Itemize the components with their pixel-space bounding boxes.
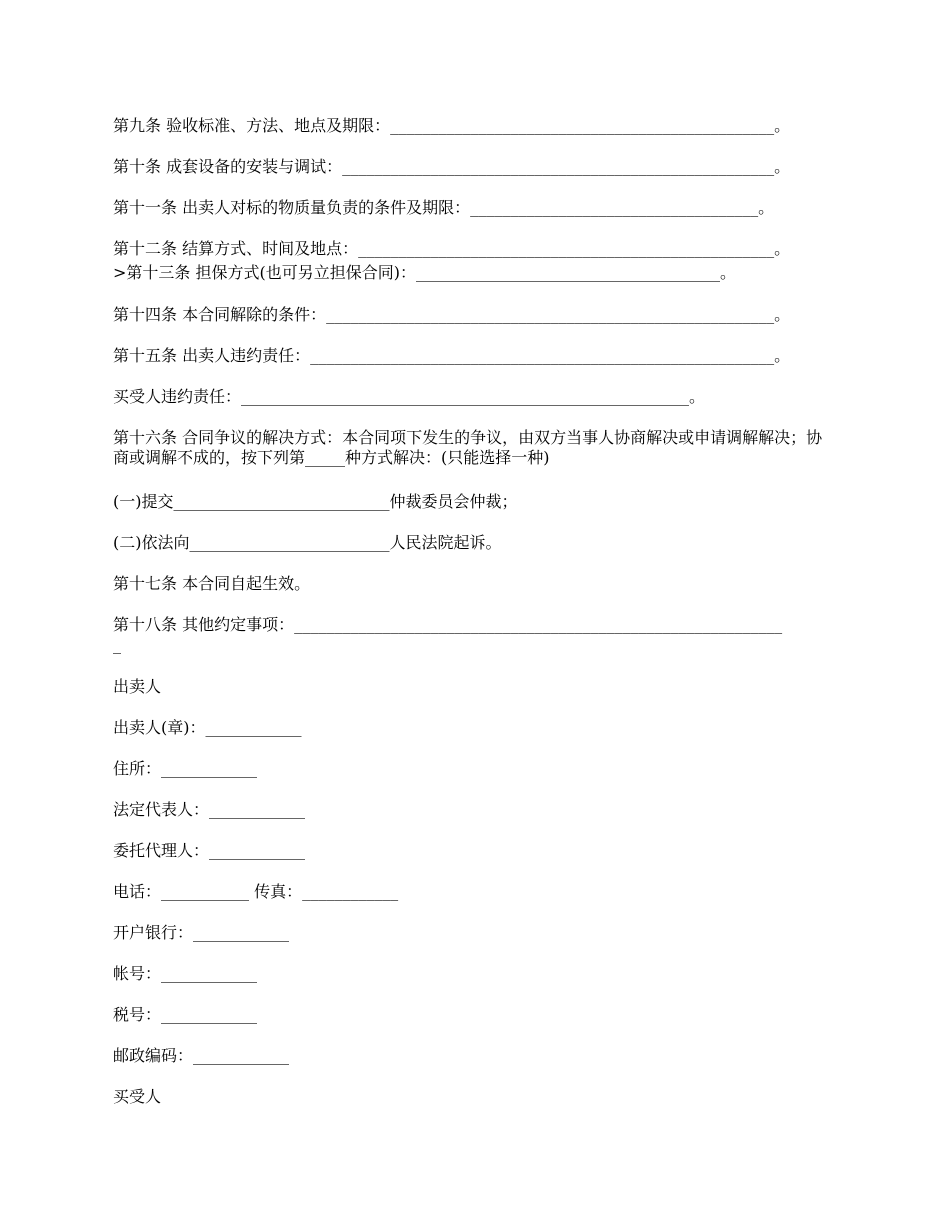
article-9: 第九条 验收标准、方法、地点及期限：________________________________________________。 xyxy=(113,116,791,135)
article-11: 第十一条 出卖人对标的物质量负责的条件及期限：____________________________________。 xyxy=(113,198,775,217)
article-14: 第十四条 本合同解除的条件：________________________________________________________。 xyxy=(113,305,791,324)
seller-legal-rep-field: 法定代表人：____________ xyxy=(113,800,306,819)
seller-address-field: 住所：____________ xyxy=(113,759,258,778)
article-18: 第十八条 其他约定事项：_____________________________________________________________ xyxy=(113,615,783,634)
option-litigation: (二)依法向_________________________人民法院起诉。 xyxy=(113,533,502,552)
article-17: 第十七条 本合同自起生效。 xyxy=(113,574,311,593)
article-16: 第十六条 合同争议的解决方式：本合同项下发生的争议，由双方当事人协商解决或申请调解解决；协商或调解不成的，按下列第_____种方式解决：(只能选择一种) xyxy=(113,428,823,467)
seller-tax-id-field: 税号：____________ xyxy=(113,1005,258,1024)
option-arbitration: (一)提交___________________________仲裁委员会仲裁； xyxy=(113,492,518,511)
seller-bank-field: 开户银行：____________ xyxy=(113,923,290,942)
seller-account-field: 帐号：____________ xyxy=(113,964,258,983)
seller-agent-field: 委托代理人：____________ xyxy=(113,841,306,860)
seller-postcode-field: 邮政编码：____________ xyxy=(113,1046,290,1065)
article-10: 第十条 成套设备的安装与调试：______________________________________________________。 xyxy=(113,157,791,176)
article-12: 第十二条 结算方式、时间及地点：____________________________________________________。 xyxy=(113,239,791,258)
article-15: 第十五条 出卖人违约责任：__________________________________________________________。 xyxy=(113,346,791,365)
article-13: >第十三条 担保方式(也可另立担保合同)：______________________________________。 xyxy=(113,263,736,282)
article-18-continuation: _ xyxy=(113,635,121,654)
seller-phone-fax-field: 电话：___________ 传真：____________ xyxy=(113,882,399,901)
seller-seal-field: 出卖人(章)：____________ xyxy=(113,718,302,737)
seller-heading: 出卖人 xyxy=(113,677,162,696)
buyer-liability: 买受人违约责任：________________________________________________________。 xyxy=(113,387,706,406)
buyer-heading: 买受人 xyxy=(113,1087,162,1106)
